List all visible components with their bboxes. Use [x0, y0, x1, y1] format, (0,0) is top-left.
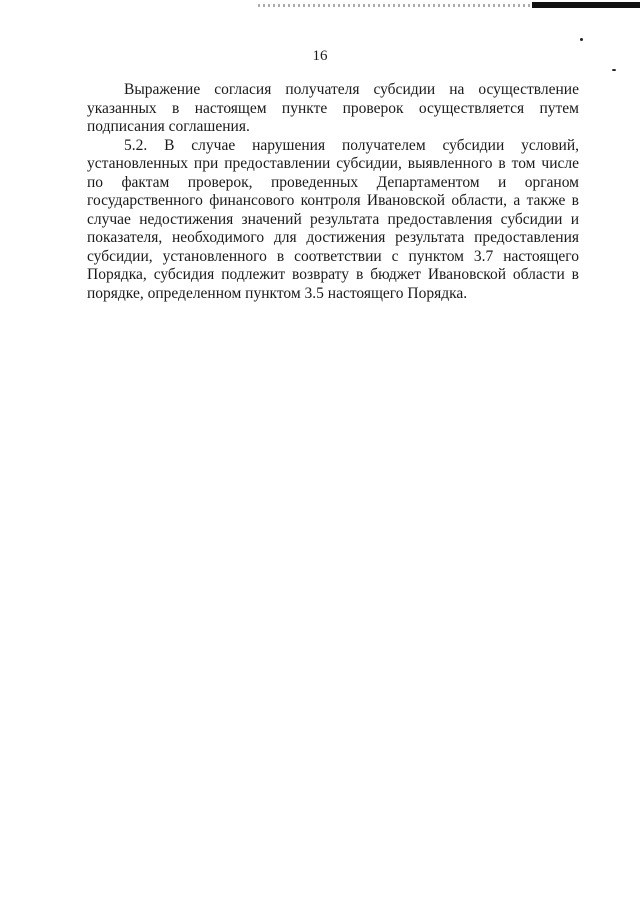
paragraph-consent: Выражение согласия получателя субсидии на осуществление указанных в настоящем пункте проверок осуществляется путем подписания соглашения.: [87, 81, 579, 135]
page-number: 16: [312, 48, 328, 64]
scan-noise-strip: [258, 4, 530, 7]
scan-edge-bar: [532, 2, 640, 8]
document-body: [87, 81, 579, 303]
paragraph-5-2: 5.2. В случае нарушения получателем субсидии условий, установленных при предоставлении субсидии, выявленного в том числе по фактам проверок, проведенных Департаментом и органом государственного финансового контроля Ивановской области, а также в случае недостижения значений результата предоставления субсидии и показателя, необходимого для достижения результата предоставления субсидии, установленного в соответствии с пунктом 3.7 настоящего Порядка, субсидия подлежит возврату в бюджет Ивановской области в порядке, определенном пунктом 3.5 настоящего Порядка.: [87, 136, 579, 302]
scan-speck: [612, 69, 616, 71]
scan-speck: [580, 38, 583, 41]
scan-artifacts: [0, 0, 640, 20]
